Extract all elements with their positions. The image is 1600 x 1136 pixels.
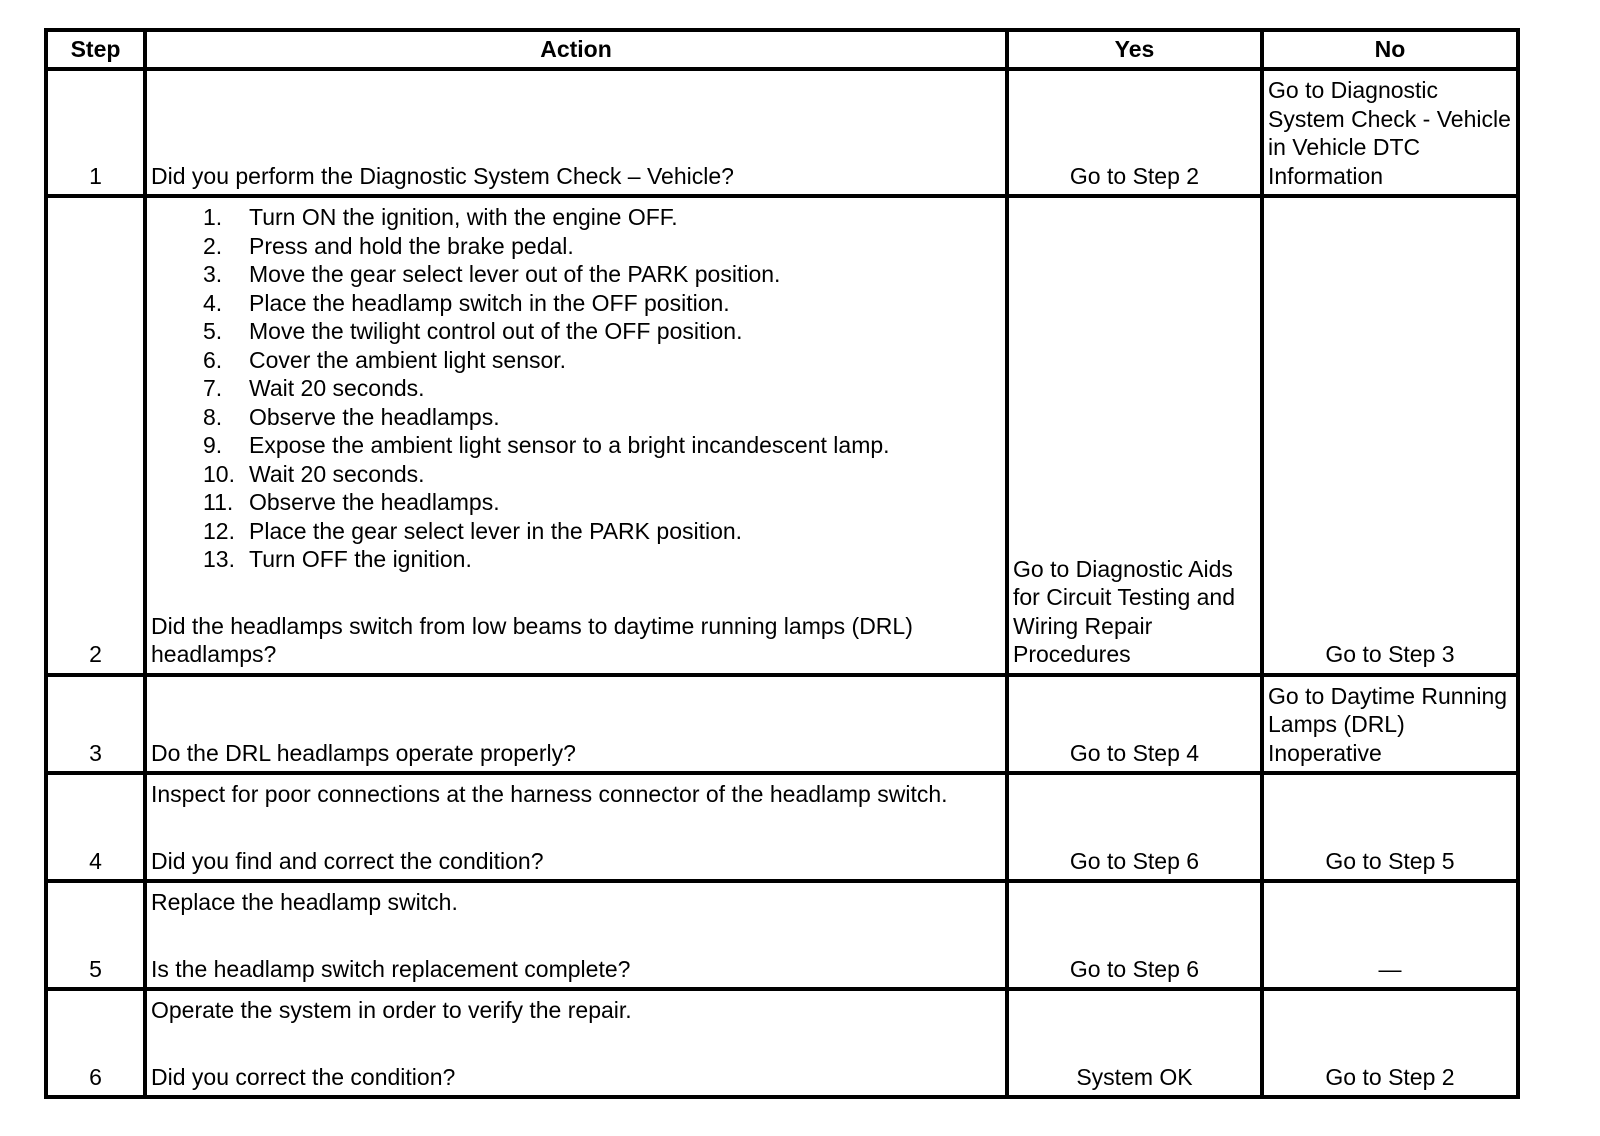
list-item: 3. Move the gear select lever out of the PARK position.	[203, 261, 781, 287]
no-cell: —	[1262, 881, 1518, 989]
yes-cell: Go to Step 2	[1007, 69, 1262, 196]
header-step: Step	[46, 30, 145, 69]
table-row	[46, 69, 1518, 196]
list-item: 13. Turn OFF the ignition.	[203, 546, 472, 572]
action-text: Did you perform the Diagnostic System Check – Vehicle?	[151, 162, 734, 189]
list-item: 8. Observe the headlamps.	[203, 403, 500, 430]
table-row	[46, 196, 1518, 675]
list-item: 9. Expose the ambient light sensor to a bright incandescent lamp.	[203, 432, 890, 458]
list-item: 12. Place the gear select lever in the PARK position.	[203, 517, 743, 544]
step-number: 6	[46, 989, 145, 1097]
list-item: 10. Wait 20 seconds.	[203, 460, 425, 487]
list-item: 11. Observe the headlamps.	[203, 489, 500, 515]
question-text: Is the headlamp switch replacement complete?	[151, 955, 631, 982]
no-cell: Go to Diagnostic System Check - Vehicle in Vehicle DTC Information	[1262, 69, 1518, 196]
no-cell: Go to Daytime Running Lamps (DRL) Inoperative	[1262, 675, 1518, 774]
action-cell	[145, 69, 1007, 196]
list-item: 5. Move the twilight control out of the OFF position.	[203, 318, 743, 344]
no-cell: Go to Step 2	[1262, 989, 1518, 1097]
action-cell	[145, 196, 1007, 675]
list-item: 1. Turn ON the ignition, with the engine OFF.	[203, 204, 678, 230]
table-row	[46, 675, 1518, 774]
action-cell	[145, 881, 1007, 989]
action-text: Do the DRL headlamps operate properly?	[151, 739, 576, 766]
yes-cell: System OK	[1007, 989, 1262, 1097]
yes-cell: Go to Step 4	[1007, 675, 1262, 774]
yes-cell: Go to Step 6	[1007, 881, 1262, 989]
table-row	[46, 773, 1518, 881]
yes-cell: Go to Step 6	[1007, 773, 1262, 881]
question-text: Did you correct the condition?	[151, 1063, 456, 1090]
action-cell	[145, 675, 1007, 774]
action-cell	[145, 773, 1007, 881]
header-no: No	[1262, 30, 1518, 69]
action-text: Operate the system in order to verify the repair.	[151, 997, 632, 1023]
no-cell: Go to Step 5	[1262, 773, 1518, 881]
list-item: 7. Wait 20 seconds.	[203, 375, 425, 401]
no-cell: Go to Step 3	[1262, 196, 1518, 675]
question-text: Did the headlamps switch from low beams to daytime running lamps (DRL) headlamps?	[151, 612, 913, 667]
action-cell	[145, 989, 1007, 1097]
header-row	[46, 30, 1518, 69]
list-item: 2. Press and hold the brake pedal.	[203, 232, 574, 259]
diagnostic-table	[44, 28, 1520, 1099]
step-number: 4	[46, 773, 145, 881]
table-row	[46, 881, 1518, 989]
header-yes: Yes	[1007, 30, 1262, 69]
step-number: 2	[46, 196, 145, 675]
step-number: 3	[46, 675, 145, 774]
instruction-list	[151, 203, 1001, 574]
list-item: 6. Cover the ambient light sensor.	[203, 346, 567, 373]
yes-cell: Go to Diagnostic Aids for Circuit Testing and Wiring Repair Procedures	[1007, 196, 1262, 675]
step-number: 5	[46, 881, 145, 989]
list-item: 4. Place the headlamp switch in the OFF position.	[203, 289, 730, 316]
table-row	[46, 989, 1518, 1097]
action-text: Inspect for poor connections at the harness connector of the headlamp switch.	[151, 781, 948, 807]
action-text: Replace the headlamp switch.	[151, 889, 458, 915]
question-text: Did you find and correct the condition?	[151, 847, 544, 874]
header-action: Action	[145, 30, 1007, 69]
step-number: 1	[46, 69, 145, 196]
